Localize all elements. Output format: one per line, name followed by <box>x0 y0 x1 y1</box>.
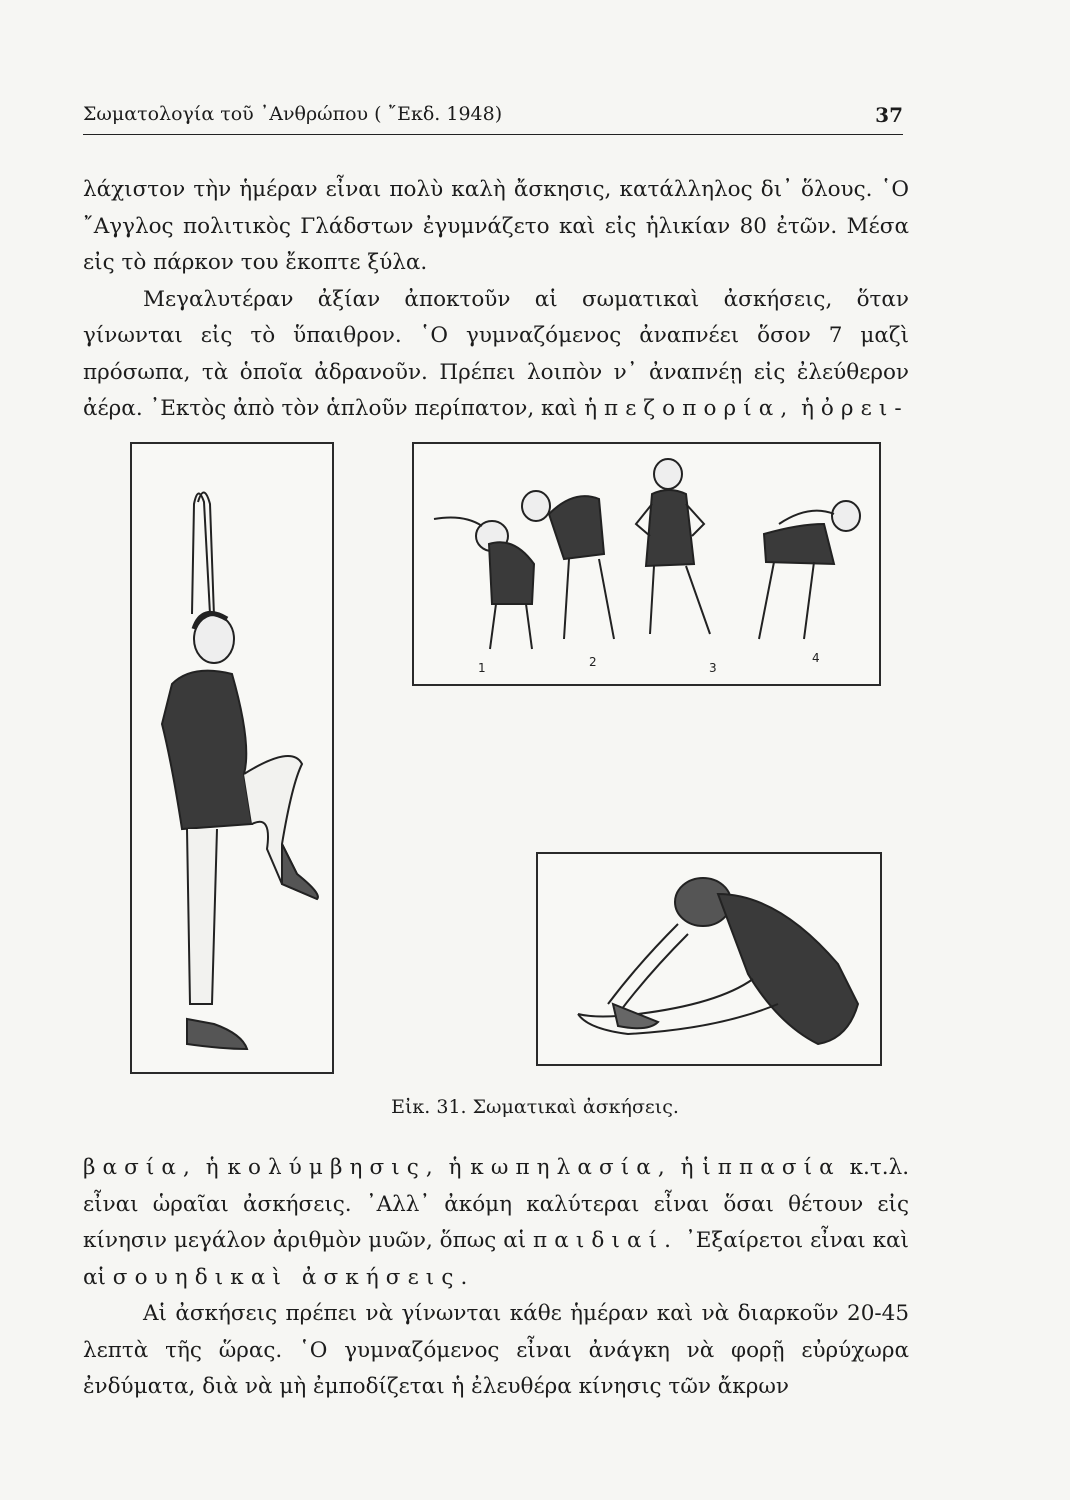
paragraph-3-text-2: ᾿Εξαίρετοι εἶναι καὶ αἱ <box>83 1228 909 1290</box>
emphasis-ippasia: ἱππασία <box>702 1155 841 1180</box>
paragraph-2-article: ἡ <box>801 396 815 421</box>
article-3: ἡ <box>680 1155 694 1180</box>
paragraph-1: λάχιστον τὴν ἡμέραν εἶναι πολὺ καλὴ ἄσκησις, κατάλληλος δι᾿ ὅλους. ῾Ο ῎Αγγλος πολιτικὸς Γλάδστων ἐγυμνάζετο καὶ εἰς ἡλικίαν 80 ἐτῶν. Μέσα εἰς τὸ πάρκον του ἔκοπτε ξύλα. <box>83 177 909 275</box>
figure-standing-exercise <box>130 442 334 1074</box>
paragraph-2 <box>83 282 909 428</box>
step-number-1: 1 <box>478 661 486 675</box>
seated-stretch-illustration <box>538 854 880 1064</box>
paragraph-3 <box>83 1150 909 1296</box>
emphasis-vasia: βασία, <box>83 1155 197 1180</box>
emphasis-pezoporia: πεζοπορία, <box>603 396 795 421</box>
figure-seated-stretch <box>536 852 882 1066</box>
article-2: ἡ <box>448 1155 462 1180</box>
running-header <box>83 103 903 135</box>
standing-figure-illustration <box>132 444 332 1072</box>
emphasis-paidiai: παιδιαί. <box>533 1228 679 1253</box>
bottom-text <box>83 1150 909 1406</box>
step-number-3: 3 <box>709 661 717 675</box>
top-text <box>83 172 909 428</box>
emphasis-orei: ὀρει- <box>820 396 909 421</box>
emphasis-kopilasia: κωπηλασία, <box>470 1155 672 1180</box>
emphasis-kolymvisis: κολύμβησις, <box>227 1155 440 1180</box>
article-1: ἡ <box>205 1155 219 1180</box>
figure-caption: Εἰκ. 31. Σωματικαὶ ἀσκήσεις. <box>391 1096 679 1118</box>
bending-sequence-illustration <box>414 444 879 684</box>
header-title: Σωματολογία τοῦ ᾿Ανθρώπου ( ῎Εκδ. 1948) <box>83 103 503 125</box>
figure-bending-sequence <box>412 442 881 686</box>
paragraph-2-text: Μεγαλυτέραν ἀξίαν ἀποκτοῦν αἱ σωματικαὶ ἀσκήσεις, ὅταν γίνωνται εἰς τὸ ὕπαιθρον. ῾Ο γυμναζόμενος ἀναπνέει ὅσον 7 μαζὶ πρόσωπα, τὰ ὁποῖα ἀδρανοῦν. Πρέπει λοιπὸν ν᾿ ἀναπνέῃ εἰς ἐλεύθερον ἀέρα. ᾿Εκτὸς ἀπὸ τὸν ἁπλοῦν περίπατον, καὶ ἡ <box>83 286 909 421</box>
page-number: 37 <box>875 103 903 127</box>
step-number-2: 2 <box>589 655 597 669</box>
emphasis-souidikai: σουηδικαὶ ἀσκήσεις. <box>112 1264 475 1290</box>
step-number-4: 4 <box>812 651 820 665</box>
paragraph-3-text: κ.τ.λ. εἶναι ὡραῖαι ἀσκήσεις. ᾿Αλλ᾿ ἀκόμη καλύτεραι εἶναι ὅσαι θέτουν εἰς κίνησιν μεγάλον ἀριθμὸν μυῶν, ὅπως αἱ <box>83 1155 910 1253</box>
paragraph-4: Αἱ ἀσκήσεις πρέπει νὰ γίνωνται κάθε ἡμέραν καὶ νὰ διαρκοῦν 20-45 λεπτὰ τῆς ὥρας. ῾Ο γυμναζόμενος εἶναι ἀνάγκη νὰ φορῇ εὐρύχωρα ἐνδύματα, διὰ νὰ μὴ ἐμποδίζεται ἡ ἐλευθέρα κίνησις τῶν ἄκρων <box>83 1301 909 1399</box>
